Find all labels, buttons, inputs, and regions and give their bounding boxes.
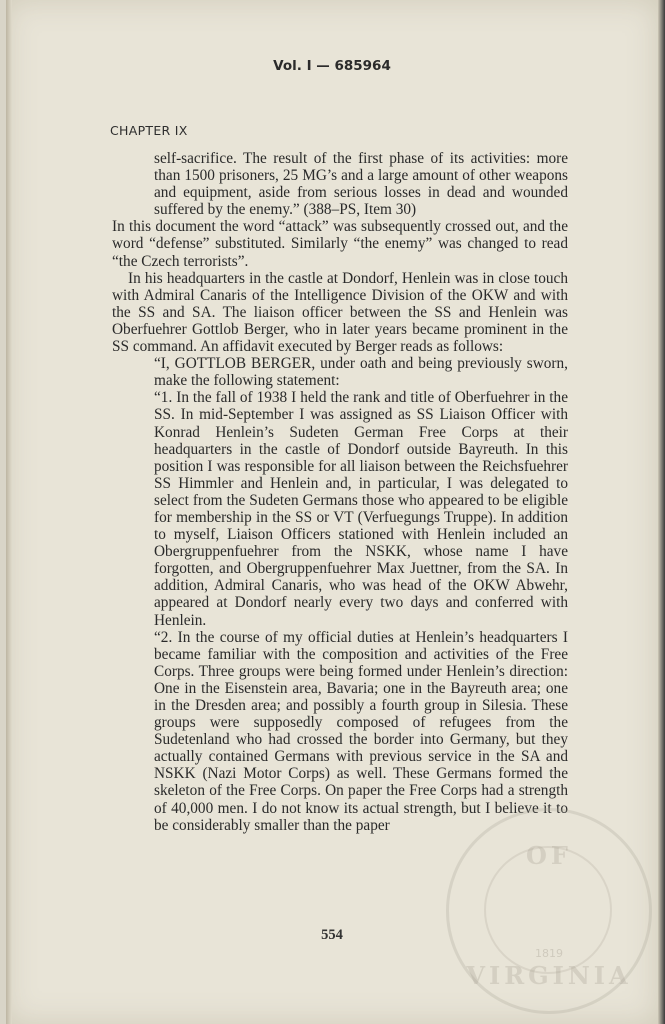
chapter-heading: CHAPTER IX: [110, 123, 188, 138]
seal-text-bottom: VIRGINIA: [466, 961, 632, 990]
document-page: [6, 0, 658, 1024]
page-number: 554: [321, 927, 343, 943]
quote-continuation: self-sacrifice. The result of the first phase of its activities: more than 1500 prisoners, 25 MG’s and a large amount of other weapons and equipment, aside from serious losses in dead and wounded suffered by the enemy.” (388–PS, Item 30): [154, 150, 568, 219]
seal-year: 1819: [535, 947, 563, 960]
paragraph-attack-defense: In this document the word “attack” was subsequently crossed out, and the word “defense” substituted. Similarly “the enemy” was changed to read “the Czech terrorists”.: [112, 218, 568, 270]
page-right-edge: [658, 0, 665, 1024]
volume-header: Vol. I — 685964: [273, 58, 391, 74]
affidavit-item-2: “2. In the course of my official duties at Henlein’s headquarters I became familiar with the composition and activities of the Free Corps. Three groups were being formed under Henlein’s direction: One in the Eisenstein area, Bavaria; one in the Bayreuth area; one in the Dresden area; and possibly a fourth group in Silesia. These groups were supposedly composed of refugees from the Sudetenland who had crossed the border into Germany, but they actually contained Germans with previous service in the SA and NSKK (Nazi Motor Corps) as well. These Germans formed the skeleton of the Free Corps. On paper the Free Corps had a strength of 40,000 men. I do not know its actual strength, but I believe it to be considerably smaller than the paper: [154, 628, 568, 834]
seal-text-top: OF: [526, 841, 572, 870]
affidavit-opening: “I, GOTTLOB BERGER, under oath and being previously sworn, make the following statement:: [154, 355, 568, 390]
affidavit-item-1: “1. In the fall of 1938 I held the rank and title of Oberfuehrer in the SS. In mid-September I was assigned as SS Liaison Officer with Konrad Henlein’s Sudeten German Free Corps at their headquarters in the castle of Dondorf outside Bayreuth. In this position I was responsible for all liaison between the Reichsfuehrer SS Himmler and Henlein and, in particular, I was delegated to select from the Sudeten Germans those who appeared to be eligible for membership in the SS or VT (Verfuegungs Truppe). In addition to myself, Liaison Officers stationed with Henlein included an Obergruppenfuehrer from the NSKK, whose name I have forgotten, and Obergruppenfuehrer Max Juettner, from the SA. In addition, Admiral Canaris, who was head of the OKW Abwehr, appeared at Dondorf nearly every two days and conferred with Henlein.: [154, 389, 568, 629]
page-left-edge: [6, 0, 12, 1024]
library-seal-watermark: [446, 808, 652, 1014]
paragraph-henlein-headquarters: In his headquarters in the castle at Dondorf, Henlein was in close touch with Admiral Canaris of the Intelligence Division of the OKW and with the SS and SA. The liaison officer between the SS and Henlein was Oberfuehrer Gottlob Berger, who in later years became prominent in the SS command. An affidavit executed by Berger reads as follows:: [112, 269, 568, 356]
body-text: [112, 150, 568, 834]
